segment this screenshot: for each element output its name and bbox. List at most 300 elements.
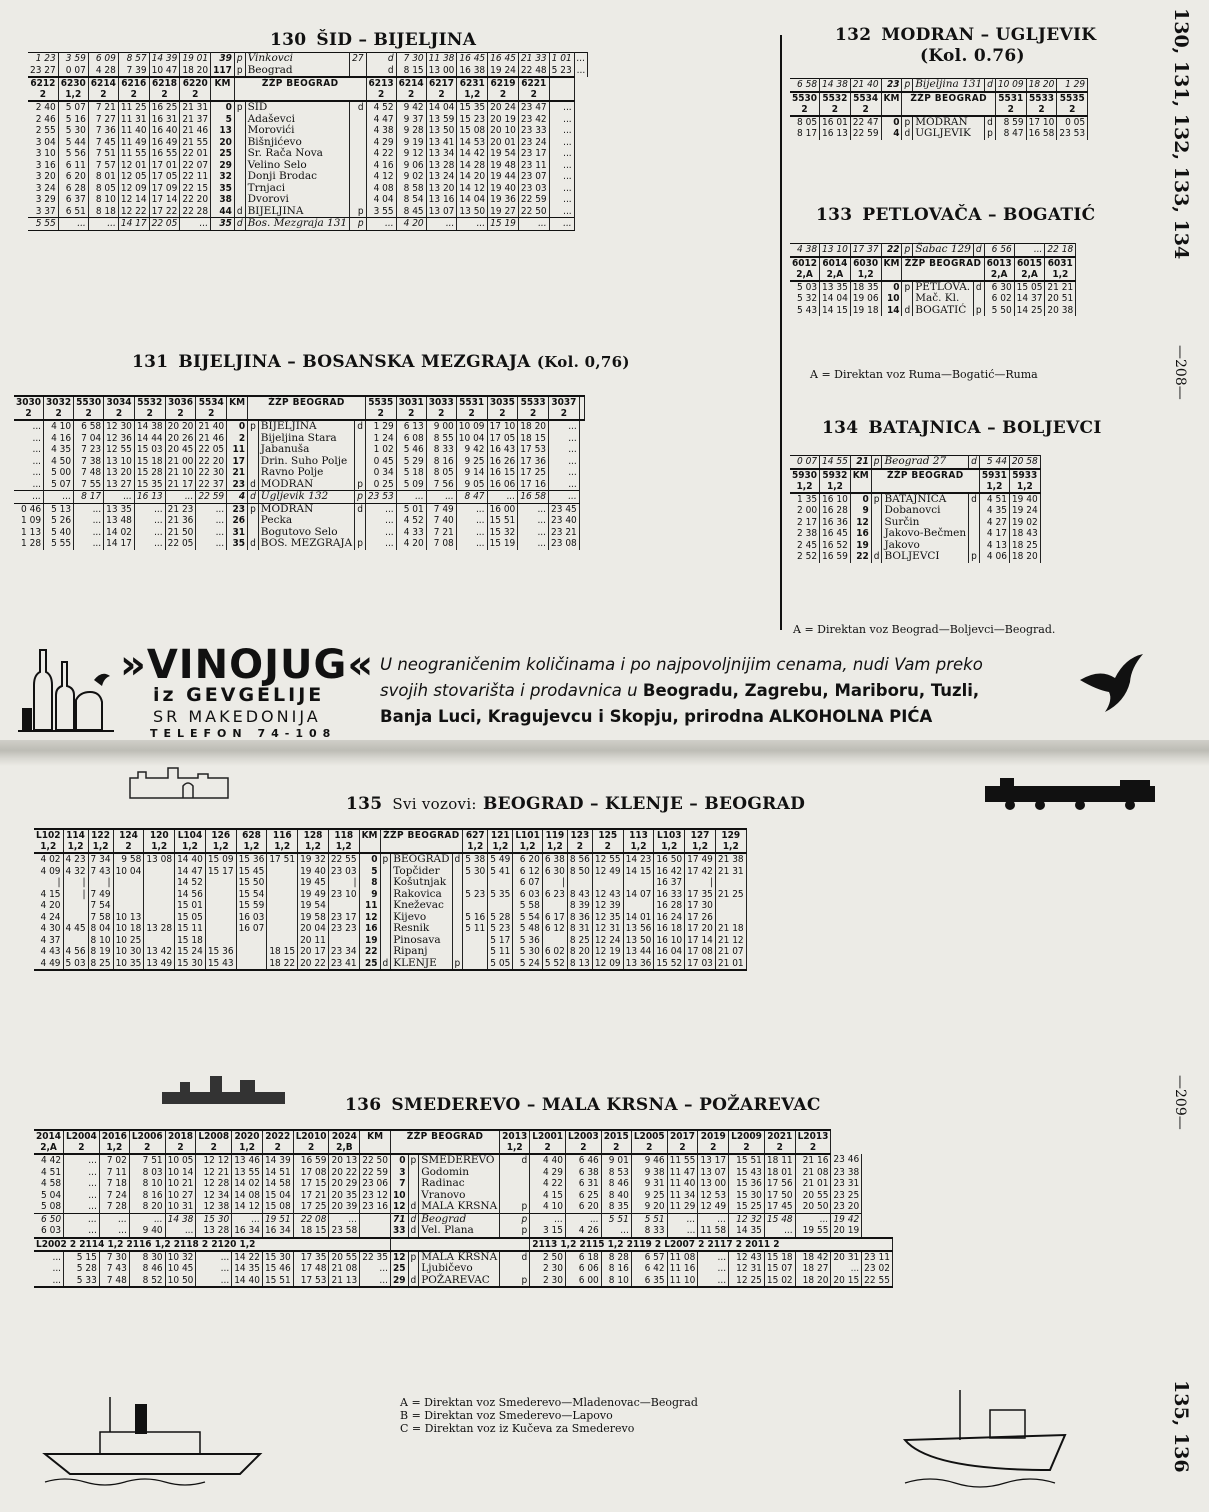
train-number: 6214 2 [88, 77, 118, 101]
time-cell [267, 935, 298, 947]
direction-cell [380, 946, 391, 958]
time-cell: 13 49 [144, 958, 175, 971]
time-cell: 11 58 [698, 1225, 729, 1238]
time-cell [488, 877, 513, 889]
km-cell: 117 [211, 65, 235, 78]
time-cell: 0 25 [365, 479, 396, 491]
time-cell: 13 27 [104, 479, 135, 491]
direction-cell [234, 125, 245, 137]
time-cell: 14 17 [104, 538, 135, 550]
time-cell: ... [457, 218, 488, 231]
time-cell: 14 44 [134, 433, 165, 445]
time-cell: 23 12 [360, 1190, 391, 1202]
time-cell: 7 56 [426, 479, 456, 491]
time-cell: 1 23 [28, 53, 58, 65]
time-cell: 5 55 [44, 538, 74, 550]
time-cell [63, 935, 88, 947]
connection-row [790, 456, 1040, 469]
km-cell: 5 [359, 866, 380, 878]
time-cell: 4 42 [34, 1154, 64, 1167]
time-cell: 17 56 [764, 1178, 795, 1190]
time-cell: 9 28 [396, 125, 426, 137]
km-cell: 22 [881, 244, 902, 257]
time-cell: 12 24 [592, 935, 623, 947]
time-cell: 7 45 [88, 137, 118, 149]
connection-row [34, 1225, 892, 1238]
time-cell [463, 946, 488, 958]
time-cell: 14 20 [457, 171, 488, 183]
time-cell: ... [601, 1225, 631, 1238]
connection-row [28, 53, 588, 65]
time-cell: 4 13 [979, 540, 1009, 552]
time-cell: 1 01 [549, 53, 574, 65]
table-row [28, 125, 588, 137]
time-cell: 15 32 [487, 527, 518, 539]
time-cell: 17 08 [685, 946, 716, 958]
station-name: Topčider [391, 866, 452, 878]
time-cell: 12 22 [118, 206, 149, 218]
time-cell: 6 09 [88, 53, 118, 65]
train-number-header [28, 77, 588, 101]
station-name: Jakovo-Bečmen [882, 528, 969, 540]
time-cell: 13 28 [426, 160, 457, 172]
time-cell: 16 33 [654, 889, 685, 901]
station-name: Drin. Suho Polje [258, 456, 354, 468]
time-cell: 21 10 [165, 467, 196, 479]
time-cell: 11 34 [667, 1190, 698, 1202]
station-name: KLENJE [391, 958, 452, 971]
direction-cell [355, 527, 366, 539]
castle-icon [128, 764, 238, 800]
t136-note-c: C = Direktan voz iz Kučeva za Smederevo [400, 1422, 635, 1435]
time-cell: 18 25 [1009, 540, 1040, 552]
time-cell: 5 51 [631, 1213, 667, 1225]
time-cell: 19 06 [850, 293, 881, 305]
train-number: 6216 2 [118, 77, 149, 101]
time-cell: 20 22 [298, 958, 329, 971]
ad-text-line3c: ALKOHOLNA PIĆA [769, 707, 933, 726]
direction-cell [380, 889, 391, 901]
time-cell: 0 05 [1057, 116, 1088, 129]
time-cell: 22 55 [862, 1275, 893, 1288]
time-cell: 20 15 [831, 1275, 862, 1288]
time-cell: 12 19 [592, 946, 623, 958]
time-cell: 9 25 [456, 456, 487, 468]
time-cell: 8 25 [567, 935, 592, 947]
time-cell: 4 52 [396, 515, 426, 527]
direction-cell [350, 160, 366, 172]
direction-cell: d [452, 853, 463, 866]
time-cell [205, 900, 236, 912]
time-cell: 18 15 [518, 433, 549, 445]
time-cell: ... [64, 1225, 100, 1238]
direction-cell: p [871, 456, 882, 469]
time-cell: 8 01 [88, 171, 118, 183]
time-cell: 17 25 [518, 467, 549, 479]
time-cell: 22 05 [165, 538, 196, 550]
time-cell: 17 05 [149, 171, 180, 183]
station-name: Vinkovci [245, 53, 350, 65]
railway-label: ŽŽP BEOGRAD [380, 829, 463, 853]
time-cell: | [34, 877, 63, 889]
station-name: Ugljevik 132 [258, 491, 354, 504]
time-cell: ... [549, 114, 574, 126]
t131-subtitle: (Kol. 0,76) [536, 353, 630, 371]
time-cell: 22 20 [196, 456, 227, 468]
time-cell: 13 17 [698, 1154, 729, 1167]
time-cell: 6 08 [396, 433, 426, 445]
fortress-icon [160, 1070, 290, 1106]
time-cell [144, 866, 175, 878]
train-number: 6030 1,2 [850, 257, 881, 281]
time-cell: 8 28 [601, 1251, 631, 1264]
t135-name: BEOGRAD – KLENJE – BEOGRAD [483, 794, 806, 814]
time-cell: ... [64, 1190, 100, 1202]
direction-cell [452, 866, 463, 878]
time-cell: 5 32 [790, 293, 820, 305]
time-cell: 16 25 [149, 101, 180, 114]
time-cell: 15 18 [134, 456, 165, 468]
time-cell: 9 06 [396, 160, 426, 172]
time-cell: 15 04 [262, 1190, 293, 1202]
railway-label: ŽŽP BEOGRAD [390, 1130, 499, 1154]
time-cell: 9 58 [113, 853, 144, 866]
time-cell: 4 52 [366, 101, 396, 114]
time-cell: 6 37 [58, 194, 88, 206]
time-cell: 17 49 [685, 853, 716, 866]
time-cell: 12 43 [592, 889, 623, 901]
km-cell: 35 [211, 218, 235, 231]
direction-cell [248, 515, 259, 527]
time-cell: 12 28 [196, 1178, 232, 1190]
direction-cell [355, 467, 366, 479]
time-cell: 14 39 [262, 1154, 293, 1167]
time-cell: ... [549, 148, 574, 160]
time-cell: 7 24 [99, 1190, 129, 1202]
time-cell: d [366, 65, 396, 78]
time-cell: 15 09 [205, 853, 236, 866]
time-cell: 1 13 [14, 527, 44, 539]
train-number: 6231 1,2 [457, 77, 488, 101]
train-number: 2020 1,2 [232, 1130, 263, 1154]
time-cell: ... [549, 491, 580, 504]
time-cell: 5 03 [790, 281, 820, 294]
time-cell: 16 58 [1026, 128, 1057, 140]
timetable-133 [790, 243, 1076, 316]
time-cell: 6 38 [566, 1167, 602, 1179]
time-cell: 3 37 [28, 206, 58, 218]
time-cell: 12 55 [104, 444, 135, 456]
time-cell: 7 57 [88, 160, 118, 172]
station-name: BOLJEVCI [882, 551, 969, 563]
time-cell: ... [365, 515, 396, 527]
t130-title [270, 30, 476, 50]
ad-phone: TELEFON 74-108 [150, 727, 337, 740]
time-cell: 12 34 [196, 1190, 232, 1202]
ad-region: SR MAKEDONIJA [153, 707, 321, 726]
header-cell [390, 1238, 529, 1251]
time-cell: 4 09 [34, 866, 63, 878]
time-cell: 8 16 [601, 1263, 631, 1275]
time-cell [113, 877, 144, 889]
direction-cell: p [902, 244, 913, 257]
time-cell: 22 08 [293, 1213, 329, 1225]
time-cell: ... [196, 1263, 232, 1275]
time-cell: 13 00 [426, 65, 457, 78]
time-cell: 4 15 [34, 889, 63, 901]
time-cell: 8 13 [567, 958, 592, 971]
time-cell: 23 25 [831, 1190, 862, 1202]
km-cell: 5 [211, 114, 235, 126]
direction-cell [248, 444, 259, 456]
time-cell: 13 10 [820, 244, 851, 257]
time-cell [267, 923, 298, 935]
time-cell: 4 28 [88, 65, 118, 78]
time-cell: 6 06 [566, 1263, 602, 1275]
time-cell: 5 18 [396, 467, 426, 479]
train-number: 5531 2 [995, 92, 1026, 116]
time-cell: 19 49 [298, 889, 329, 901]
time-cell: ... [360, 1275, 391, 1288]
station-name: Beograd [245, 65, 350, 78]
header-cell [549, 77, 574, 101]
time-cell: 14 55 [820, 456, 851, 469]
time-cell: 7 21 [88, 101, 118, 114]
direction-cell [234, 114, 245, 126]
time-cell: 16 37 [654, 877, 685, 889]
direction-cell [452, 900, 463, 912]
time-cell: 6 12 [542, 923, 567, 935]
time-cell: 17 50 [764, 1190, 795, 1202]
time-cell: 12 30 [104, 420, 135, 433]
direction-cell: p [350, 218, 366, 231]
table-row [34, 1275, 892, 1288]
time-cell: 23 11 [518, 160, 549, 172]
time-cell: ... [698, 1213, 729, 1225]
time-cell: 19 55 [795, 1225, 831, 1238]
time-cell: 8 47 [995, 128, 1026, 140]
time-cell: 7 48 [74, 467, 104, 479]
time-cell: 3 04 [28, 137, 58, 149]
t136-number: 136 [345, 1095, 382, 1115]
time-cell: 15 50 [236, 877, 267, 889]
time-cell: 20 20 [165, 420, 196, 433]
time-cell: 2 52 [790, 551, 820, 563]
time-cell [205, 889, 236, 901]
time-cell: 19 54 [298, 900, 329, 912]
time-cell: 8 45 [396, 206, 426, 218]
ad-text-line2b: Beogradu, Zagrebu, Mariboru, Tuzli, [642, 681, 980, 700]
time-cell: 15 05 [175, 912, 206, 924]
time-cell: 16 36 [820, 517, 851, 529]
time-cell: 19 24 [1009, 505, 1040, 517]
column-divider [780, 35, 782, 630]
time-cell: 8 10 [88, 194, 118, 206]
time-cell: ... [831, 1263, 862, 1275]
train-number: 5535 2 [1057, 92, 1088, 116]
direction-cell: p [234, 101, 245, 114]
time-cell: 8 17 [790, 128, 820, 140]
time-cell: 9 00 [426, 420, 456, 433]
time-cell: 8 10 [88, 935, 113, 947]
time-cell: 12 43 [729, 1251, 765, 1264]
time-cell [623, 877, 654, 889]
station-name: Vel. Plana [419, 1225, 500, 1238]
time-cell: 3 15 [530, 1225, 566, 1238]
train-number: 6012 2,A [790, 257, 820, 281]
time-cell: 7 40 [426, 515, 456, 527]
time-cell [715, 900, 746, 912]
time-cell [205, 923, 236, 935]
ad-text-line1: U neograničenim količinama i po najpovoljnijim cenama, nudi Vam preko [380, 655, 983, 674]
time-cell: ... [518, 515, 549, 527]
km-cell: 19 [850, 540, 871, 552]
direction-cell [969, 540, 980, 552]
time-cell: ... [1014, 244, 1045, 257]
time-cell: 17 53 [518, 444, 549, 456]
direction-cell: p [500, 1275, 530, 1288]
time-cell: 23 03 [518, 183, 549, 195]
train-number: L2010 2 [293, 1130, 329, 1154]
train-number: 5532 2 [820, 92, 851, 116]
km-cell: 23 [227, 503, 248, 515]
time-cell: 6 31 [566, 1178, 602, 1190]
time-cell: 16 10 [654, 935, 685, 947]
km-header: KM [850, 469, 871, 493]
time-cell: ... [518, 538, 549, 550]
km-cell: 44 [211, 206, 235, 218]
train-number: L2008 2 [196, 1130, 232, 1154]
time-cell: 22 18 [1045, 244, 1076, 257]
time-cell: 4 32 [63, 866, 88, 878]
time-cell: 22 20 [180, 194, 211, 206]
time-cell: d [366, 53, 396, 65]
time-cell: ... [44, 491, 74, 504]
time-cell: 21 01 [715, 958, 746, 971]
time-cell: 16 15 [487, 467, 518, 479]
time-cell [542, 900, 567, 912]
time-cell: 8 33 [631, 1225, 667, 1238]
time-cell: 15 36 [236, 853, 267, 866]
direction-cell: p [500, 1225, 530, 1238]
time-cell: 13 48 [104, 515, 135, 527]
time-cell: ... [365, 527, 396, 539]
time-cell: 14 51 [262, 1167, 293, 1179]
time-cell: 23 07 [518, 171, 549, 183]
t136-title [345, 1095, 821, 1115]
train-number: 6219 2 [488, 77, 519, 101]
time-cell: 19 48 [488, 160, 519, 172]
km-cell: 11 [359, 900, 380, 912]
time-cell: 13 41 [426, 137, 457, 149]
time-cell: ... [549, 206, 574, 218]
time-cell: 6 42 [631, 1263, 667, 1275]
direction-cell: p [902, 79, 913, 92]
time-cell: 6 50 [34, 1213, 64, 1225]
time-cell: 16 42 [654, 866, 685, 878]
time-cell: ... [64, 1167, 100, 1179]
time-cell: 21 50 [165, 527, 196, 539]
t134-title [822, 418, 1102, 438]
time-cell [267, 866, 298, 878]
ad-brand: »VINOJUG« [120, 642, 375, 688]
time-cell: 15 36 [205, 946, 236, 958]
time-cell: 8 19 [88, 946, 113, 958]
train-number: 6218 2 [149, 77, 180, 101]
time-cell [267, 912, 298, 924]
direction-cell: p [973, 305, 984, 317]
time-cell: 4 29 [366, 137, 396, 149]
time-cell: 18 20 [795, 1275, 831, 1288]
time-cell: ... [698, 1251, 729, 1264]
time-cell: 10 05 [165, 1154, 196, 1167]
time-cell: 16 50 [654, 853, 685, 866]
time-cell: ... [549, 101, 574, 114]
time-cell: 4 40 [530, 1154, 566, 1167]
direction-cell: d [969, 456, 980, 469]
time-cell: 7 38 [74, 456, 104, 468]
time-cell: 13 08 [144, 853, 175, 866]
station-name: Bogutovo Selo [258, 527, 354, 539]
train-number: 123 2 [567, 829, 592, 853]
time-cell: 12 14 [118, 194, 149, 206]
direction-cell [350, 183, 366, 195]
time-cell: 4 10 [530, 1201, 566, 1213]
time-cell: 11 38 [426, 53, 457, 65]
time-cell: 21 40 [850, 79, 881, 92]
time-cell: 7 36 [88, 125, 118, 137]
time-cell: 9 38 [631, 1167, 667, 1179]
direction-cell: d [408, 1213, 419, 1225]
time-cell: 15 08 [457, 125, 488, 137]
time-cell: 6 46 [566, 1154, 602, 1167]
time-cell: 9 46 [631, 1154, 667, 1167]
time-cell: ... [134, 515, 165, 527]
km-cell: 31 [227, 527, 248, 539]
time-cell: 12 31 [729, 1263, 765, 1275]
direction-cell [871, 505, 882, 517]
time-cell: 22 37 [196, 479, 227, 491]
station-name: Pinosava [391, 935, 452, 947]
time-cell: 15 03 [134, 444, 165, 456]
time-cell: 12 01 [118, 160, 149, 172]
station-name: BIJELJINA [258, 420, 354, 433]
direction-cell: d [408, 1225, 419, 1238]
time-cell: 16 24 [654, 912, 685, 924]
time-cell: 12 39 [592, 900, 623, 912]
time-cell: 4 16 [44, 433, 74, 445]
time-cell: 13 44 [623, 946, 654, 958]
time-cell: 17 01 [149, 160, 180, 172]
direction-cell: d [902, 305, 913, 317]
time-cell [360, 1213, 391, 1225]
train-number: 6212 2 [28, 77, 58, 101]
time-cell: 15 59 [236, 900, 267, 912]
km-cell: 10 [390, 1190, 408, 1202]
time-cell: 20 29 [329, 1178, 360, 1190]
direction-cell [350, 114, 366, 126]
time-cell [236, 958, 267, 971]
time-cell: ... [549, 194, 574, 206]
km-header: KM [227, 396, 248, 420]
time-cell: 16 59 [293, 1154, 329, 1167]
time-cell: ... [365, 503, 396, 515]
time-cell: ... [698, 1263, 729, 1275]
time-cell: 19 32 [298, 853, 329, 866]
train-number: 6214 2 [396, 77, 426, 101]
time-cell: 20 51 [1045, 293, 1076, 305]
train-number: 2021 2 [764, 1130, 795, 1154]
